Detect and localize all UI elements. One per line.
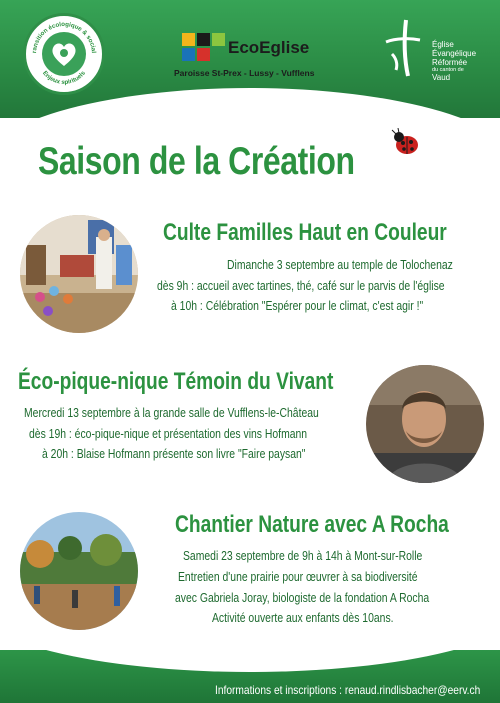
badge-text-bottom: Enjeux spirituels [41,69,87,87]
eerv-line3: Réformée [432,58,468,67]
footer-curve [0,650,500,672]
eerv-cross-logo-icon [384,18,422,78]
footer-contact: Informations et inscriptions : renaud.rindlisbacher@eerv.ch [215,683,481,697]
heart-globe-icon [42,32,86,76]
header-band [0,0,500,118]
eerv-line2: Évangélique [432,49,477,58]
event1-line2: dès 9h : accueil avec tartines, thé, café sur le parvis de l'église [157,278,445,293]
badge-text-top: ransition écologique & social [30,20,97,54]
ecoeglise-subtitle: Paroisse St-Prex - Lussy - Vufflens [174,68,315,78]
photo-church-service [20,215,138,333]
eerv-name [432,40,500,82]
ecoeglise-logo-icon [182,33,226,65]
eerv-line1: Église [432,40,454,49]
event2-line1: Mercredi 13 septembre à la grande salle de Vufflens-le-Château [24,405,319,420]
event2-line2: dès 19h : éco-pique-nique et présentation des vins Hofmann [29,426,308,441]
event3-line4: Activité ouverte aux enfants dès 10ans. [212,610,394,625]
eerv-line4: du canton de [432,67,464,73]
event3-line1: Samedi 23 septembre de 9h à 14h à Mont-sur-Rolle [183,548,423,563]
event3-title: Chantier Nature avec A Rocha [175,511,449,538]
eerv-line5: Vaud [432,73,451,82]
transition-badge-logo [23,13,105,95]
event2-title: Éco-pique-nique Témoin du Vivant [18,368,334,395]
event2-line3: à 20h : Blaise Hofmann présente son livre "Faire paysan" [42,446,306,461]
photo-nature-work [20,512,138,630]
event3-line2: Entretien d'une prairie pour œuvrer à sa biodiversité [178,569,418,584]
event1-line1: Dimanche 3 septembre au temple de Tolochenaz [227,257,453,272]
event1-line3: à 10h : Célébration "Espérer pour le climat, c'est agir !" [171,298,424,313]
ladybug-icon [390,128,424,158]
event1-title: Culte Familles Haut en Couleur [163,219,447,246]
event3-line3: avec Gabriela Joray, biologiste de la fondation A Rocha [175,590,430,605]
page-title: Saison de la Création [38,140,355,183]
ecoeglise-title: EcoEglise [228,38,310,57]
photo-blaise-hofmann [366,365,484,483]
